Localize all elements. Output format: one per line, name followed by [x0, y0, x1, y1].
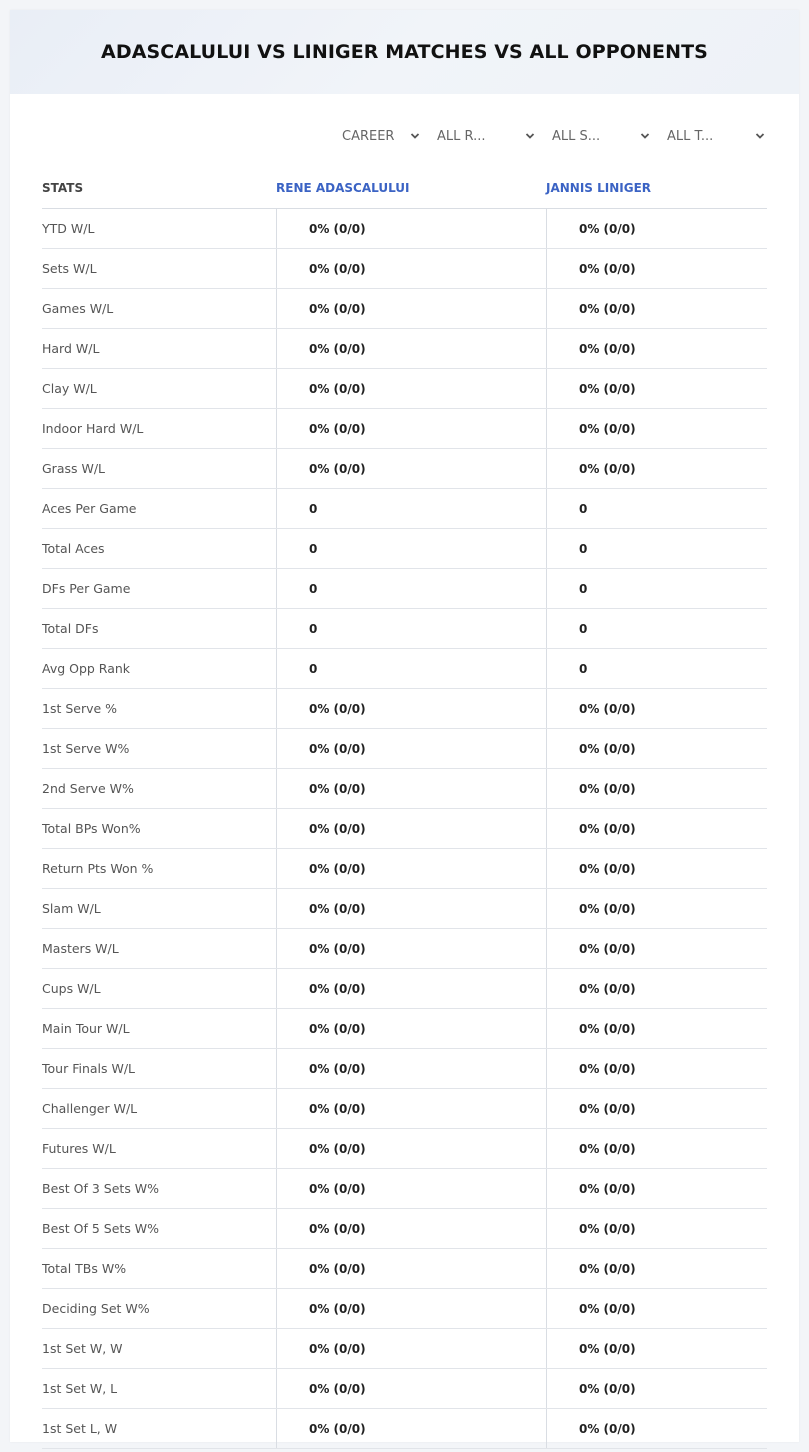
table-row	[42, 1169, 767, 1209]
stat-label: Indoor Hard W/L	[42, 421, 144, 436]
player2-value: 0% (0/0)	[546, 289, 767, 328]
table-row	[42, 1009, 767, 1049]
player2-value: 0% (0/0)	[546, 809, 767, 848]
table-row	[42, 809, 767, 849]
filter-tournament-label: ALL T...	[667, 128, 714, 144]
chevron-down-icon	[410, 131, 420, 141]
stat-label: 1st Set W, W	[42, 1341, 123, 1356]
stat-label: Hard W/L	[42, 341, 100, 356]
table-row	[42, 1209, 767, 1249]
player1-value: 0	[276, 649, 546, 688]
stat-label: DFs Per Game	[42, 581, 131, 596]
stat-label: Sets W/L	[42, 261, 97, 276]
table-row	[42, 1289, 767, 1329]
stat-label: Grass W/L	[42, 461, 106, 476]
table-row	[42, 769, 767, 809]
stat-label: Avg Opp Rank	[42, 661, 131, 676]
player1-value: 0% (0/0)	[276, 689, 546, 728]
filter-period-select[interactable]	[342, 126, 422, 146]
player2-value: 0	[546, 529, 767, 568]
player2-value: 0% (0/0)	[546, 1009, 767, 1048]
player2-value: 0% (0/0)	[546, 1249, 767, 1288]
stat-label: 1st Set W, L	[42, 1381, 118, 1396]
player1-value: 0% (0/0)	[276, 249, 546, 288]
player2-value: 0% (0/0)	[546, 1129, 767, 1168]
player2-value: 0% (0/0)	[546, 209, 767, 248]
filter-round-label: ALL R...	[437, 128, 486, 144]
player2-value: 0% (0/0)	[546, 769, 767, 808]
player2-value: 0% (0/0)	[546, 249, 767, 288]
player1-value: 0	[276, 529, 546, 568]
filter-tournament-select[interactable]	[667, 126, 767, 146]
player2-value: 0% (0/0)	[546, 449, 767, 488]
table-row	[42, 1049, 767, 1089]
stat-label: Total TBs W%	[42, 1261, 127, 1276]
player1-value: 0% (0/0)	[276, 1409, 546, 1448]
table-row	[42, 729, 767, 769]
player2-value: 0% (0/0)	[546, 409, 767, 448]
player1-value: 0	[276, 489, 546, 528]
table-row	[42, 529, 767, 569]
player1-value: 0% (0/0)	[276, 1169, 546, 1208]
table-row	[42, 889, 767, 929]
filter-surface-select[interactable]	[552, 126, 652, 146]
player1-value: 0% (0/0)	[276, 1209, 546, 1248]
player1-value: 0	[276, 609, 546, 648]
stat-label: Cups W/L	[42, 981, 101, 996]
player1-value: 0% (0/0)	[276, 1089, 546, 1128]
stats-table	[42, 168, 767, 1449]
player2-value: 0% (0/0)	[546, 329, 767, 368]
stat-label: 2nd Serve W%	[42, 781, 134, 796]
table-row	[42, 649, 767, 689]
stat-label: Best Of 5 Sets W%	[42, 1221, 160, 1236]
table-row	[42, 249, 767, 289]
player1-value: 0% (0/0)	[276, 1369, 546, 1408]
table-row	[42, 489, 767, 529]
table-row	[42, 1369, 767, 1409]
player2-value: 0% (0/0)	[546, 849, 767, 888]
table-row	[42, 1249, 767, 1289]
stat-label: Masters W/L	[42, 941, 119, 956]
player2-value: 0% (0/0)	[546, 889, 767, 928]
filter-bar	[342, 126, 767, 146]
stat-label: Clay W/L	[42, 381, 97, 396]
stat-label: Challenger W/L	[42, 1101, 138, 1116]
page-header	[10, 10, 799, 94]
stat-label: Total DFs	[42, 621, 99, 636]
player1-value: 0% (0/0)	[276, 1129, 546, 1168]
stat-label: Slam W/L	[42, 901, 101, 916]
player2-value: 0	[546, 569, 767, 608]
player2-value: 0% (0/0)	[546, 1089, 767, 1128]
player2-value: 0% (0/0)	[546, 1209, 767, 1248]
table-row	[42, 449, 767, 489]
chevron-down-icon	[755, 131, 765, 141]
table-header	[42, 168, 767, 209]
player1-value: 0% (0/0)	[276, 969, 546, 1008]
player1-value: 0% (0/0)	[276, 289, 546, 328]
player1-value: 0	[276, 569, 546, 608]
player1-link[interactable]: RENE ADASCALULUI	[276, 181, 410, 195]
stat-label: Main Tour W/L	[42, 1021, 130, 1036]
table-row	[42, 209, 767, 249]
stat-label: Total BPs Won%	[42, 821, 141, 836]
table-row	[42, 369, 767, 409]
table-row	[42, 969, 767, 1009]
stat-label: YTD W/L	[42, 221, 95, 236]
table-row	[42, 289, 767, 329]
player1-value: 0% (0/0)	[276, 809, 546, 848]
player2-link[interactable]: JANNIS LINIGER	[546, 181, 652, 195]
player1-value: 0% (0/0)	[276, 729, 546, 768]
player1-value: 0% (0/0)	[276, 1289, 546, 1328]
stat-label: 1st Serve %	[42, 701, 118, 716]
player2-value: 0% (0/0)	[546, 1049, 767, 1088]
player2-value: 0% (0/0)	[546, 1289, 767, 1328]
filter-round-select[interactable]	[437, 126, 537, 146]
player1-value: 0% (0/0)	[276, 929, 546, 968]
stat-label: 1st Set L, W	[42, 1421, 118, 1436]
stat-label: Best Of 3 Sets W%	[42, 1181, 160, 1196]
player1-value: 0% (0/0)	[276, 369, 546, 408]
table-row	[42, 1409, 767, 1449]
player2-value: 0% (0/0)	[546, 1169, 767, 1208]
stat-label: Return Pts Won %	[42, 861, 154, 876]
player2-value: 0% (0/0)	[546, 969, 767, 1008]
chevron-down-icon	[525, 131, 535, 141]
page-title: ADASCALULUI VS LINIGER MATCHES VS ALL OPPONENTS	[101, 41, 708, 63]
stat-label: Futures W/L	[42, 1141, 116, 1156]
player1-value: 0% (0/0)	[276, 769, 546, 808]
stat-label: 1st Serve W%	[42, 741, 130, 756]
player2-value: 0% (0/0)	[546, 929, 767, 968]
player1-value: 0% (0/0)	[276, 849, 546, 888]
table-row	[42, 609, 767, 649]
table-row	[42, 409, 767, 449]
player2-value: 0	[546, 609, 767, 648]
chevron-down-icon	[640, 131, 650, 141]
filter-period-label: CAREER	[342, 128, 395, 144]
player2-value: 0% (0/0)	[546, 1369, 767, 1408]
stats-column-header: STATS	[42, 181, 84, 195]
table-row	[42, 329, 767, 369]
player2-value: 0	[546, 489, 767, 528]
table-row	[42, 1129, 767, 1169]
stats-card	[10, 10, 799, 1442]
stat-label: Aces Per Game	[42, 501, 137, 516]
player2-value: 0% (0/0)	[546, 1329, 767, 1368]
player2-value: 0% (0/0)	[546, 729, 767, 768]
stat-label: Tour Finals W/L	[42, 1061, 136, 1076]
filter-surface-label: ALL S...	[552, 128, 601, 144]
player2-value: 0	[546, 649, 767, 688]
stat-label: Games W/L	[42, 301, 114, 316]
player1-value: 0% (0/0)	[276, 449, 546, 488]
player1-value: 0% (0/0)	[276, 889, 546, 928]
stat-label: Total Aces	[42, 541, 105, 556]
player1-value: 0% (0/0)	[276, 1049, 546, 1088]
table-row	[42, 1329, 767, 1369]
table-row	[42, 689, 767, 729]
player2-value: 0% (0/0)	[546, 369, 767, 408]
player1-value: 0% (0/0)	[276, 1249, 546, 1288]
player1-value: 0% (0/0)	[276, 1009, 546, 1048]
table-body	[42, 209, 767, 1449]
table-row	[42, 929, 767, 969]
table-row	[42, 569, 767, 609]
table-row	[42, 849, 767, 889]
player1-value: 0% (0/0)	[276, 329, 546, 368]
player2-value: 0% (0/0)	[546, 1409, 767, 1448]
table-row	[42, 1089, 767, 1129]
stat-label: Deciding Set W%	[42, 1301, 150, 1316]
player1-value: 0% (0/0)	[276, 1329, 546, 1368]
player2-value: 0% (0/0)	[546, 689, 767, 728]
player1-value: 0% (0/0)	[276, 409, 546, 448]
player1-value: 0% (0/0)	[276, 209, 546, 248]
